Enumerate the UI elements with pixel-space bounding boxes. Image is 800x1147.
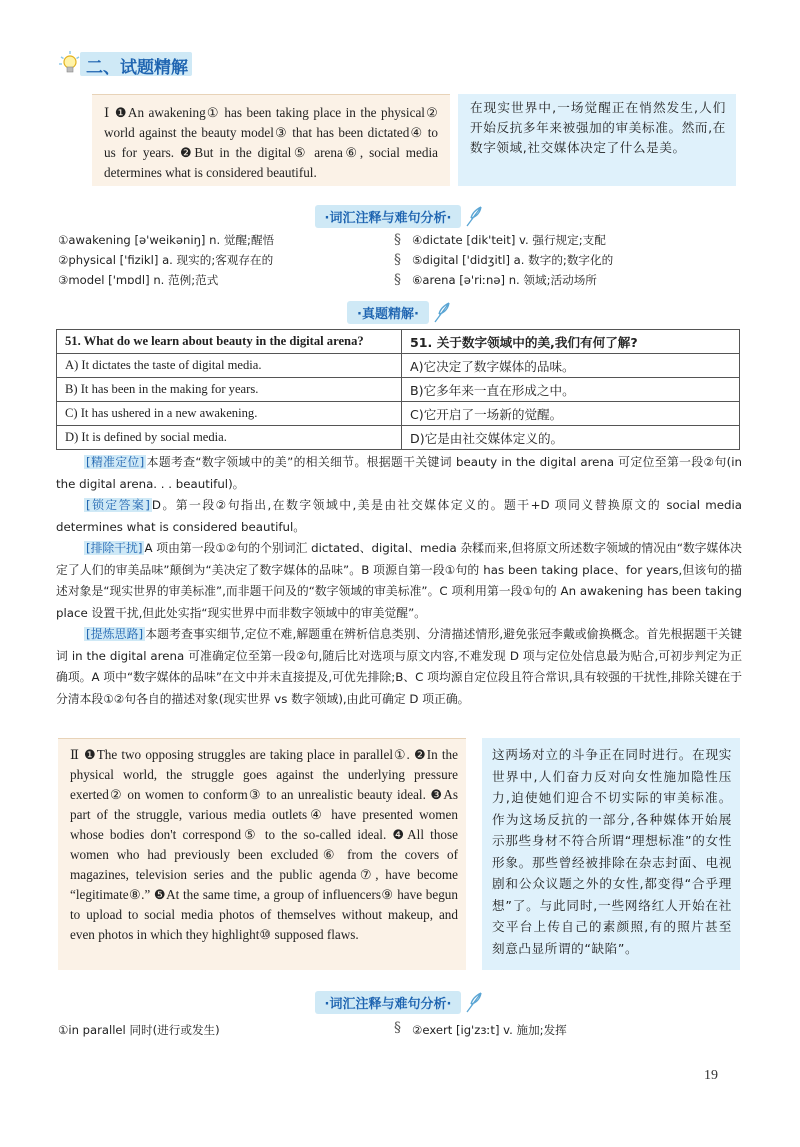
analysis-paragraph	[56, 495, 742, 538]
vocab-item: ①in parallel 同时(进行或发生)	[58, 1023, 220, 1037]
vocab-item: ②exert [ig'zɜːt] v. 施加;发挥	[412, 1023, 567, 1037]
question-en: 51. What do we learn about beauty in the digital arena?	[57, 330, 402, 354]
analysis-text: 本题考查“数字领域中的美”的相关细节。根据题干关键词 beauty in the digital arena 可定位至第一段②句(in the digital arena. . . beautiful)。	[56, 455, 742, 491]
option-cn: A)它决定了数字媒体的品味。	[402, 354, 740, 378]
passage2-english-box	[58, 738, 466, 970]
vocab-item: ④dictate [dik'teit] v. 强行规定;支配	[412, 233, 606, 247]
option-en: A) It dictates the taste of digital media.	[57, 354, 402, 378]
option-row	[57, 426, 740, 450]
option-cn: B)它多年来一直在形成之中。	[402, 378, 740, 402]
page-number: 19	[704, 1068, 718, 1083]
vocab-item: ⑥arena [ə'riːnə] n. 领域;活动场所	[412, 273, 597, 287]
exam-header	[320, 300, 480, 324]
section-title: 二、试题精解	[86, 58, 188, 78]
vocab-header-1	[280, 204, 520, 228]
passage1-chinese-box	[458, 94, 736, 186]
passage1-english-text: Ⅰ ❶An awakening① has been taking place in the physical② world against the beauty model③ that has been dictated④ to us for years. ❷But in the digital⑤ arena⑥, social media determines what is considered beautiful.	[104, 105, 438, 180]
vocab-item: ②physical ['fizikl] a. 现实的;客观存在的	[58, 253, 274, 267]
option-en: D) It is defined by social media.	[57, 426, 402, 450]
analysis-text: A 项由第一段①②句的个别词汇 dictated、digital、media 杂糅而来,但将原文所述数字领域的情况由“数字媒体决定了人们的审美品味”颠倒为“美决定了数字媒体的品味”。B 项源自第一段①句的 has been taking place、for years,但该句的描述对象是“现实世界的审美标准”,而非题干问及的“数字领域的审美标准”。C 项利用第一段①句的 An awakening has been taking place 设置干扰,但此处实指“现实世界中而非数字领域中的审美觉醒”。	[56, 541, 742, 620]
analysis-tag: [提炼思路]	[86, 627, 144, 641]
quill-icon	[463, 204, 485, 228]
question-row	[57, 330, 740, 354]
exam-header-label: ·真题精解·	[347, 301, 429, 324]
passage1-english-box	[92, 94, 450, 186]
option-en: C) It has ushered in a new awakening.	[57, 402, 402, 426]
analysis-tag: [精准定位]	[86, 455, 145, 469]
option-row	[57, 402, 740, 426]
column-divider: § § §	[394, 232, 401, 288]
section-header	[58, 48, 194, 78]
vocab-item: ③model ['mɒdl] n. 范例;范式	[58, 273, 219, 287]
vocab-header-label: ·词汇注释与难句分析·	[315, 205, 462, 228]
option-row	[57, 378, 740, 402]
vocab-header-2	[280, 990, 520, 1014]
quill-icon	[463, 990, 485, 1014]
passage1-chinese-text: 在现实世界中,一场觉醒正在悄然发生,人们开始反抗多年来被强加的审美标准。然而,在数字领域,社交媒体决定了什么是美。	[470, 100, 726, 155]
vocab-item: ⑤digital ['didʒitl] a. 数字的;数字化的	[412, 253, 614, 267]
passage2-chinese-box	[482, 738, 740, 970]
analysis-tag: [锁定答案]	[86, 498, 150, 512]
vocab-item: ①awakening [ə'weikəniŋ] n. 觉醒;醒悟	[58, 233, 275, 247]
analysis-tag: [排除干扰]	[86, 541, 143, 555]
analysis-text: 本题考查事实细节,定位不难,解题重在辨析信息类别、分清描述情形,避免张冠李戴或偷换概念。首先根据题干关键词 in the digital arena 可准确定位至第一段②句,随后比对选项与原文内容,不难发现 D 项与定位处信息最为贴合,可初步判定为正确项。A 项中“数字媒体的品味”在文中并未直接提及,可优先排除;B、C 项均源自定位段且符合常识,具有较强的干扰性,排除关键在于分清本段①②句各自的描述对象(现实世界 vs 数字领域),由此可确定 D 项正确。	[56, 627, 742, 706]
analysis-paragraph	[56, 452, 742, 495]
option-row	[57, 354, 740, 378]
vocab-header-label: ·词汇注释与难句分析·	[315, 991, 462, 1014]
passage2-chinese-text: 这两场对立的斗争正在同时进行。在现实世界中,人们奋力反对向女性施加隐性压力,迫使她们迎合不切实际的审美标准。作为这场反抗的一部分,各种媒体开始展示那些身材不符合所谓“理想标准”的女性形象。那些曾经被排除在杂志封面、电视剧和公众议题之外的女性,都变得“合乎理想”了。与此同时,一些网络红人开始在社交平台上传自己的素颜照,有的照片甚至刻意凸显所谓的“缺陷”。	[492, 747, 732, 956]
analysis-paragraph	[56, 624, 742, 710]
passage2-english-text: Ⅱ ❶The two opposing struggles are taking place in parallel①. ❷In the physical world, the struggle goes against the underlying pressure exerted② on women to conform③ to an unrealistic beauty ideal. ❸As part of the struggle, various media outlets④ have presented women whose bodies don't correspond⑤ to the so-called ideal. ❹All those women who had previously been excluded⑥ from the covers of magazines, television series and the public agenda⑦, have become “legitimate⑧.” ❺At the same time, a group of influencers⑨ have begun to upload to social media photos of themselves without makeup, and even photos in which they highlight⑩ supposed flaws.	[70, 747, 458, 942]
question-cn: 51. 关于数字领域中的美,我们有何了解?	[402, 330, 740, 354]
question-table	[56, 329, 740, 450]
option-cn: C)它开启了一场新的觉醒。	[402, 402, 740, 426]
analysis-paragraph	[56, 538, 742, 624]
analysis-block	[56, 452, 742, 710]
option-cn: D)它是由社交媒体定义的。	[402, 426, 740, 450]
option-en: B) It has been in the making for years.	[57, 378, 402, 402]
quill-icon	[431, 300, 453, 324]
analysis-text: D。第一段②句指出,在数字领域中,美是由社交媒体定义的。题干+D 项同义替换原文的 social media determines what is considered beautiful。	[56, 498, 742, 534]
column-divider: §	[394, 1020, 401, 1036]
